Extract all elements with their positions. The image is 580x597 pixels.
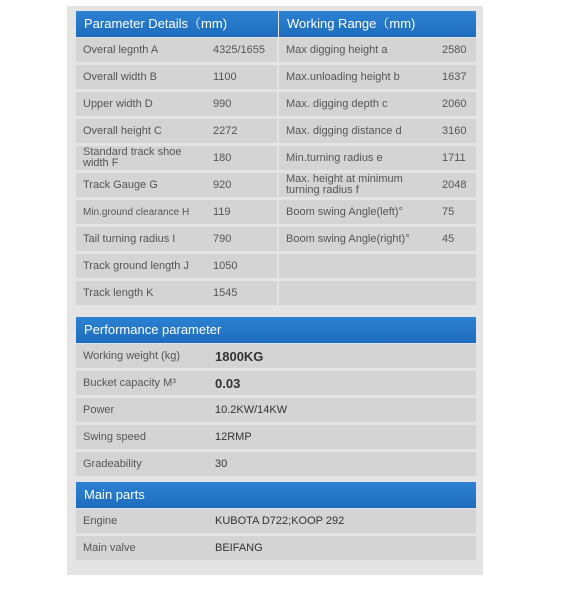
performance-label: Swing speed: [83, 430, 146, 443]
range-row: [279, 146, 476, 170]
param-row: [76, 38, 277, 62]
range-value: 1637: [442, 71, 467, 83]
performance-label: Power: [83, 403, 115, 416]
param-row: [76, 227, 277, 251]
param-value: 180: [213, 152, 232, 164]
performance-label: Bucket capacity M³: [83, 376, 176, 389]
spec-sheet: [67, 6, 483, 575]
param-row: [76, 254, 277, 278]
range-label: Max digging height a: [286, 43, 388, 56]
param-label: Track length K: [83, 286, 154, 299]
range-row: [279, 65, 476, 89]
param-row: [76, 200, 277, 224]
performance-value: 30: [215, 458, 228, 470]
param-value: 4325/1655: [213, 44, 265, 56]
param-label: Min.ground clearance H: [83, 206, 190, 218]
performance-value: 12RMP: [215, 431, 252, 443]
range-value: 1711: [442, 152, 466, 164]
param-row: [76, 281, 277, 305]
range-row-empty: [279, 281, 476, 305]
performance-row: [76, 452, 476, 476]
performance-row: [76, 344, 476, 368]
range-label: Boom swing Angle(left)°: [286, 205, 403, 218]
param-label: Overall height C: [83, 124, 162, 137]
parameter-details-header: Parameter Details（mm): [76, 11, 278, 37]
range-label: Boom swing Angle(right)°: [286, 232, 410, 245]
performance-row: [76, 398, 476, 422]
param-value: 990: [213, 98, 232, 110]
param-row: [76, 119, 277, 143]
range-row: [279, 92, 476, 116]
range-label: Max. height at minimum turning radius f: [286, 173, 403, 196]
performance-label: Working weight (kg): [83, 349, 180, 362]
param-label: Track Gauge G: [83, 178, 158, 191]
main-parts-row: [76, 509, 476, 533]
performance-row: [76, 371, 476, 395]
param-value: 2272: [213, 125, 238, 137]
range-value: 2580: [442, 44, 467, 56]
param-label: Overall width B: [83, 70, 157, 83]
main-parts-value: KUBOTA D722;KOOP 292: [215, 515, 345, 527]
range-row: [279, 200, 476, 224]
performance-label: Gradeability: [83, 457, 142, 470]
main-parts-header: Main parts: [76, 482, 476, 508]
range-row-empty: [279, 254, 476, 278]
range-label: Max. digging depth c: [286, 97, 388, 110]
performance-value: 0.03: [215, 375, 241, 391]
main-parts-label: Engine: [83, 514, 118, 527]
param-label: Standard track shoe width F: [83, 146, 182, 169]
range-row: [279, 38, 476, 62]
performance-header: Performance parameter: [76, 317, 476, 343]
range-label: Max.unloading height b: [286, 70, 400, 83]
range-label: Min.turning radius e: [286, 151, 383, 164]
param-row: [76, 92, 277, 116]
range-label: Max. digging distance d: [286, 124, 402, 137]
range-row: [279, 119, 476, 143]
range-value: 45: [442, 233, 455, 245]
range-row: [279, 227, 476, 251]
performance-value: 1800KG: [215, 348, 264, 364]
param-row: [76, 65, 277, 89]
param-value: 1545: [213, 287, 238, 299]
param-value: 1050: [213, 260, 238, 272]
param-value: 920: [213, 179, 232, 191]
range-value: 3160: [442, 125, 467, 137]
performance-row: [76, 425, 476, 449]
range-value: 75: [442, 206, 455, 218]
range-value: 2060: [442, 98, 467, 110]
param-label: Overal legnth A: [83, 43, 159, 56]
main-parts-value: BEIFANG: [215, 542, 263, 554]
range-row: [279, 173, 476, 197]
main-parts-label: Main valve: [83, 541, 136, 554]
working-range-header: Working Range（mm): [279, 11, 476, 37]
param-value: 1100: [213, 71, 237, 83]
param-value: 119: [213, 206, 231, 218]
param-row: [76, 173, 277, 197]
main-parts-row: [76, 536, 476, 560]
param-label: Track ground length J: [83, 259, 189, 272]
param-label: Upper width D: [83, 97, 153, 110]
range-value: 2048: [442, 179, 467, 191]
param-value: 790: [213, 233, 232, 245]
param-label: Tail turning radius I: [83, 232, 176, 245]
performance-value: 10.2KW/14KW: [215, 404, 288, 416]
param-row: [76, 146, 277, 170]
